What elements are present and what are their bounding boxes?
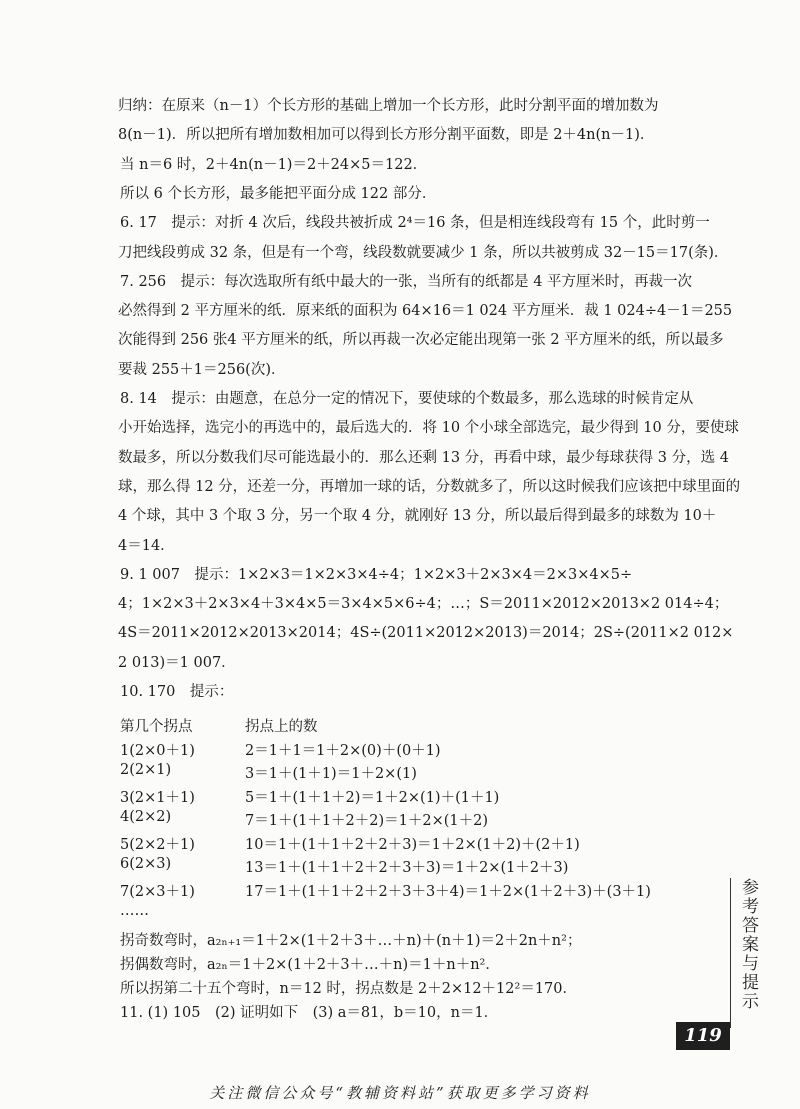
section-label: 参考答案与提示	[730, 878, 761, 1028]
text-line: 11. (1) 105 (2) 证明如下 (3) a＝81，b＝10，n＝1．	[120, 1004, 499, 1021]
table-cell: 7＝1＋(1＋1＋2＋2)＝1＋2×(1＋2)	[245, 813, 489, 830]
text-line: 要裁 255＋1＝256(次)．	[118, 361, 286, 378]
table-ellipsis: ……	[120, 903, 149, 920]
text-line: 9. 1 007 提示：1×2×3＝1×2×3×4÷4；1×2×3＋2×3×4＝2×3×4×5÷	[120, 566, 633, 583]
text-line: 所以 6 个长方形，最多能把平面分成 122 部分．	[120, 185, 437, 202]
text-line: 8. 14 提示：由题意，在总分一定的情况下，要使球的个数最多，那么选球的时候肯定从	[120, 391, 694, 407]
table-cell: 3＝1＋(1＋1)＝1＋2×(1)	[245, 766, 417, 783]
table-cell: 13＝1＋(1＋1＋2＋2＋3＋3)＝1＋2×(1＋2＋3)	[245, 860, 569, 877]
text-line: 4S＝2011×2012×2013×2014；4S÷(2011×2012×2013)＝2014；2S÷(2011×2 012×	[118, 625, 734, 642]
table-cell: 10＝1＋(1＋1＋2＋2＋3)＝1＋2×(1＋2)＋(2＋1)	[245, 836, 580, 853]
table-cell: 4(2×2)	[120, 809, 172, 826]
text-line: 数最多，所以分数我们尽可能选最小的．那么还剩 13 分，再看中球，最少每球获得 3 分，选 4	[118, 449, 729, 466]
table-cell: 1(2×0＋1)	[120, 742, 195, 759]
table-cell: 6(2×3)	[120, 856, 172, 873]
text-line: 8(n－1)．所以把所有增加数相加可以得到长方形分割平面数，即是 2＋4n(n－1)．	[118, 127, 655, 144]
text-line: 10. 170 提示：	[120, 684, 234, 700]
footer-note: 关注微信公众号“教辅资料站”获取更多学习资料	[209, 1084, 591, 1102]
text-line: 4；1×2×3＋2×3×4＋3×4×5＝3×4×5×6÷4；…；S＝2011×2012×2013×2 014÷4；	[118, 596, 729, 613]
text-line: 拐奇数弯时，a₂ₙ₊₁＝1＋2×(1＋2＋3＋…＋n)＋(n＋1)＝2＋2n＋n²；	[120, 932, 582, 949]
table-cell: 2(2×1)	[120, 762, 172, 779]
text-line: 归纳：在原来（n－1）个长方形的基础上增加一个长方形，此时分割平面的增加数为	[118, 98, 659, 114]
table-cell: 17＝1＋(1＋1＋2＋2＋3＋3＋4)＝1＋2×(1＋2＋3)＋(3＋1)	[245, 883, 651, 900]
text-line: 当 n＝6 时，2＋4n(n－1)＝2＋24×5＝122．	[120, 156, 428, 173]
page-number: 119	[676, 1022, 730, 1050]
table-cell: 2＝1＋1＝1＋2×(0)＋(0＋1)	[245, 742, 441, 759]
text-line: 4＝14．	[118, 537, 175, 554]
text-line: 7. 256 提示：每次选取所有纸中最大的一张，当所有的纸都是 4 平方厘米时，再裁一次	[120, 273, 693, 290]
table-cell: 5＝1＋(1＋1＋2)＝1＋2×(1)＋(1＋1)	[245, 789, 500, 806]
text-line: 2 013)＝1 007．	[118, 654, 236, 671]
text-line: 所以拐第二十五个弯时，n＝12 时，拐点数是 2＋2×12＋12²＝170．	[120, 980, 577, 997]
table-header: 第几个拐点	[120, 719, 193, 736]
text-line: 必然得到 2 平方厘米的纸．原来纸的面积为 64×16＝1 024 平方厘米．裁 1 024÷4－1＝255	[118, 303, 733, 320]
table-cell: 5(2×2＋1)	[120, 836, 195, 853]
table-cell: 3(2×1＋1)	[120, 789, 195, 806]
text-line: 拐偶数弯时，a₂ₙ＝1＋2×(1＋2＋3＋…＋n)＝1＋n＋n²．	[120, 956, 500, 973]
text-line: 次能得到 256 张4 平方厘米的纸，所以再裁一次必定能出现第一张 2 平方厘米的纸，所以最多	[118, 332, 724, 349]
table-header: 拐点上的数	[245, 719, 318, 736]
text-line: 球，那么得 12 分，还差一分，再增加一球的话，分数就多了，所以这时候我们应该把中球里面的	[118, 478, 741, 495]
table-cell: 7(2×3＋1)	[120, 883, 195, 900]
text-line: 6. 17 提示：对折 4 次后，线段共被折成 2⁴＝16 条，但是相连线段弯有 15 个，此时剪一	[120, 215, 710, 232]
text-line: 刀把线段剪成 32 条，但是有一个弯，线段数就要减少 1 条，所以共被剪成 32－15＝17(条)．	[118, 244, 729, 261]
text-line: 小开始选择，选完小的再选中的，最后选大的．将 10 个小球全部选完，最少得到 10 分，要使球	[118, 420, 739, 437]
text-line: 4 个球，其中 3 个取 3 分，另一个取 4 分，就刚好 13 分，所以最后得到最多的球数为 10＋	[118, 508, 717, 525]
